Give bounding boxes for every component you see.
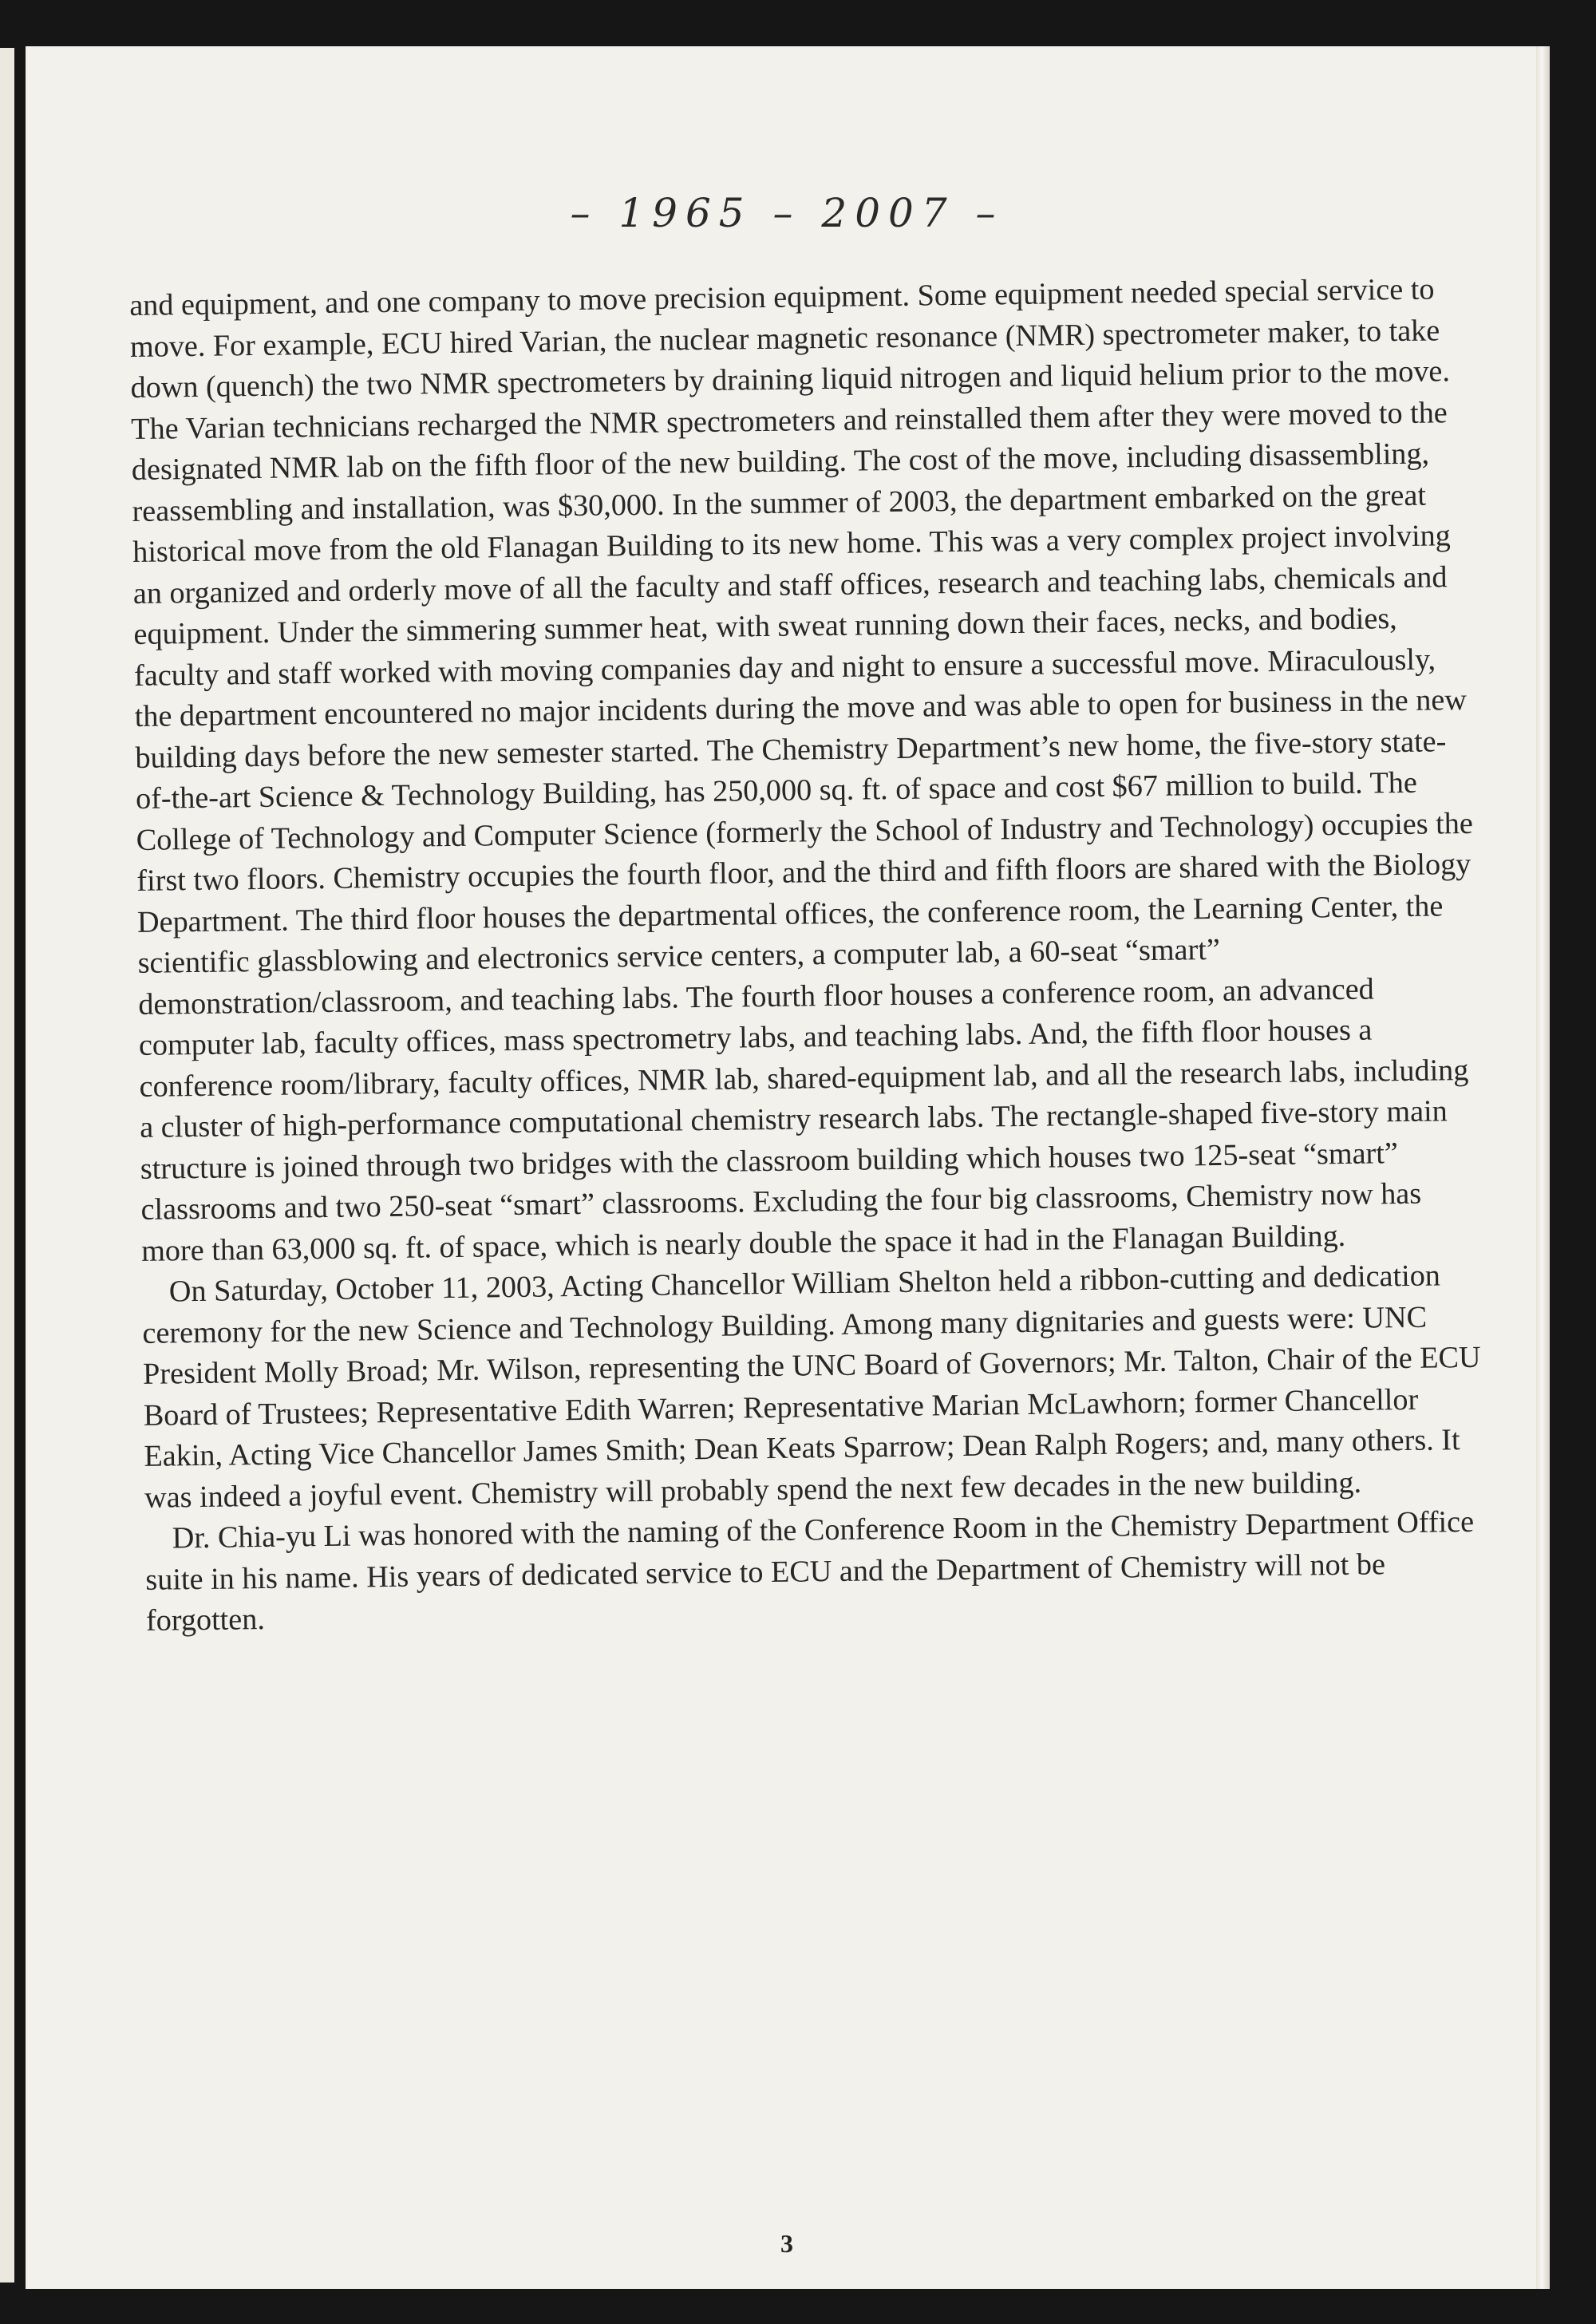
adjacent-page-edge xyxy=(0,48,14,2282)
paragraph-continued: and equipment, and one company to move precision equipment. Some equipment needed special service to move. For example, ECU hired Varian, the nuclear magnetic resonance (NMR) spectrometer maker, to take down (quench) the two NMR spectrometers by draining liquid nitrogen and liquid helium prior to the move. The Varian technicians recharged the NMR spectrometers and reinstalled them after they were moved to the designated NMR lab on the fifth floor of the new building. The cost of the move, including disassembling, reassembling and installation, was $30,000. In the summer of 2003, the department embarked on the great historical move from the old Flanagan Building to its new home. This was a very complex project involving an organized and orderly move of all the faculty and staff offices, research and teaching labs, chemicals and equipment. Under the simmering summer heat, with sweat running down their faces, necks, and bodies, faculty and staff worked with moving companies day and night to ensure a successful move. Miraculously, the department encountered no major incidents during the move and was able to open for business in the new building days before the new semester started. The Chemistry Department’s new home, the five-story state-of-the-art Science & Technology Building, has 250,000 sq. ft. of space and cost $67 million to build. The College of Technology and Computer Science (formerly the School of Industry and Technology) occupies the first two floors. Chemistry occupies the fourth floor, and the third and fifth floors are shared with the Biology Department. The third floor houses the departmental offices, the conference room, the Learning Center, the scientific glassblowing and electronics service centers, a computer lab, a 60-seat “smart” demonstration/classroom, and teaching labs. The fourth floor houses a conference room, an advanced computer lab, faculty offices, mass spectrometry labs, and teaching labs. And, the fifth floor houses a conference room/library, faculty offices, NMR lab, shared-equipment lab, and all the research labs, including a cluster of high-performance computational chemistry research labs. The rectangle-shaped five-story main structure is joined through two bridges with the classroom building which houses two 125-seat “smart” classrooms and two 250-seat “smart” classrooms. Excluding the four big classrooms, Chemistry now has more than 63,000 sq. ft. of space, which is nearly double the space it had in the Flanagan Building. xyxy=(129,272,1474,1268)
paragraph-conference-room: Dr. Chia-yu Li was honored with the naming of the Conference Room in the Chemistry Department Office suite in his name. His years of dedicated service to ECU and the Department of Chemistry will not be forgotten. xyxy=(145,1504,1475,1638)
paragraph-dedication-ceremony: On Saturday, October 11, 2003, Acting Chancellor William Shelton held a ribbon-cutting and dedication ceremony for the new Science and Technology Building. Among many dignitaries and guests were: UNC President Molly Broad; Mr. Wilson, representing the UNC Board of Governors; Mr. Talton, Chair of the ECU Board of Trustees; Representative Edith Warren; Representative Marian McLawhorn; former Chancellor Eakin, Acting Vice Chancellor James Smith; Dean Keats Sparrow; Dean Ralph Rogers; and, many others. It was indeed a joyful event. Chemistry will probably spend the next few decades in the new building. xyxy=(142,1259,1481,1515)
running-head: – 1965 – 2007 – xyxy=(570,190,1004,236)
page-fore-edge xyxy=(1536,46,1548,2289)
page-number: 3 xyxy=(780,2229,793,2258)
book-page xyxy=(26,46,1548,2289)
body-text xyxy=(129,269,1488,1642)
